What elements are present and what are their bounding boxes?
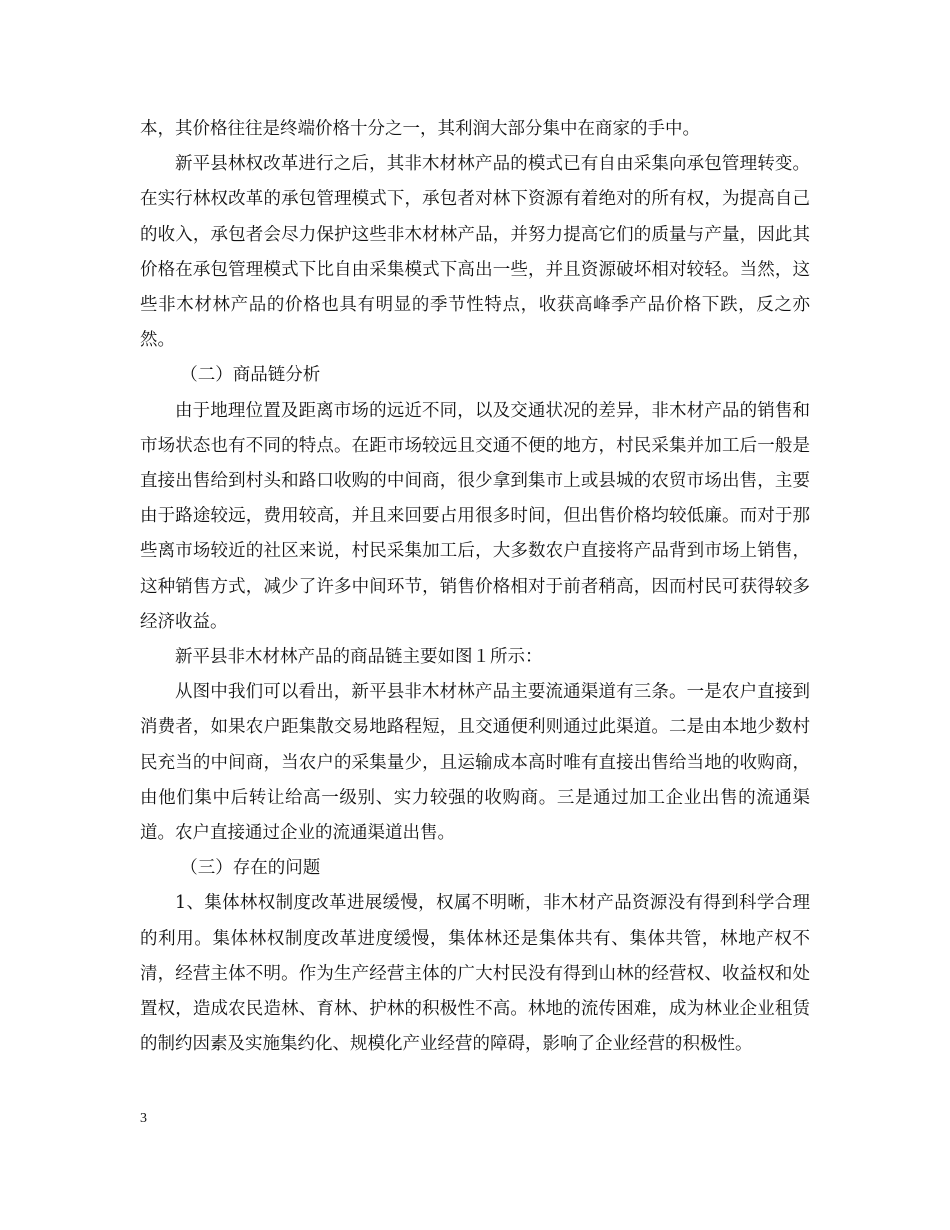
paragraph-forest-reform-pricing: 新平县林权改革进行之后，其非木材林产品的模式已有自由采集向承包管理转变。在实行林权改革的承包管理模式下，承包者对林下资源有着绝对的所有权，为提高自己的收入，承包者会尽力保护这些非木材林产品，并努力提高它们的质量与产量，因此其价格在承包管理模式下比自由采集模式下高出一些，并且资源破坏相对较轻。当然，这些非木材林产品的价格也具有明显的季节性特点，收获高峰季产品价格下跌，反之亦然。	[140, 154, 810, 351]
paragraph-figure-reference: 新平县非木材林产品的商品链主要如图１所示：	[175, 647, 543, 668]
document-body	[140, 112, 810, 1062]
section-heading-existing-problems: （三）存在的问题	[180, 858, 321, 879]
paragraph-market-distance: 由于地理位置及距离市场的远近不同，以及交通状况的差异，非木材产品的销售和市场状态也有不同的特点。在距市场较远且交通不便的地方，村民采集并加工后一般是直接出售给到村头和路口收购的中间商，很少拿到集市上或县城的农贸市场出售，主要由于路途较远，费用较高，并且来回要占用很多时间，但出售价格均较低廉。而对于那些离市场较近的社区来说，村民采集加工后，大多数农户直接将产品背到市场上销售，这种销售方式，减少了许多中间环节，销售价格相对于前者稍高，因而村民可获得较多经济收益。	[140, 400, 810, 632]
paragraph-distribution-channels: 从图中我们可以看出，新平县非木材林产品主要流通渠道有三条。一是农户直接到消费者，如果农户距集散交易地路程短，且交通便利则通过此渠道。二是由本地少数村民充当的中间商，当农户的采集量少，且运输成本高时唯有直接出售给当地的收购商，由他们集中后转让给高一级别、实力较强的收购商。三是通过加工企业出售的流通渠道。农户直接通过企业的流通渠道出售。	[140, 682, 810, 844]
page-number: 3	[140, 1111, 147, 1126]
paragraph-problem-1: 1、集体林权制度改革进展缓慢，权属不明晰，非木材产品资源没有得到科学合理的利用。集体林权制度改革进度缓慢，集体林还是集体共有、集体共管，林地产权不清，经营主体不明。作为生产经营主体的广大村民没有得到山林的经营权、收益权和处置权，造成农民造林、育林、护林的积极性不高。林地的流传困难，成为林业企业租赁的制约因素及实施集约化、规模化产业经营的障碍，影响了企业经营的积极性。	[140, 893, 810, 1055]
paragraph-continuation: 本，其价格往往是终端价格十分之一，其利润大部分集中在商家的手中。	[140, 119, 700, 139]
section-heading-commodity-chain: （二）商品链分析	[180, 365, 321, 386]
